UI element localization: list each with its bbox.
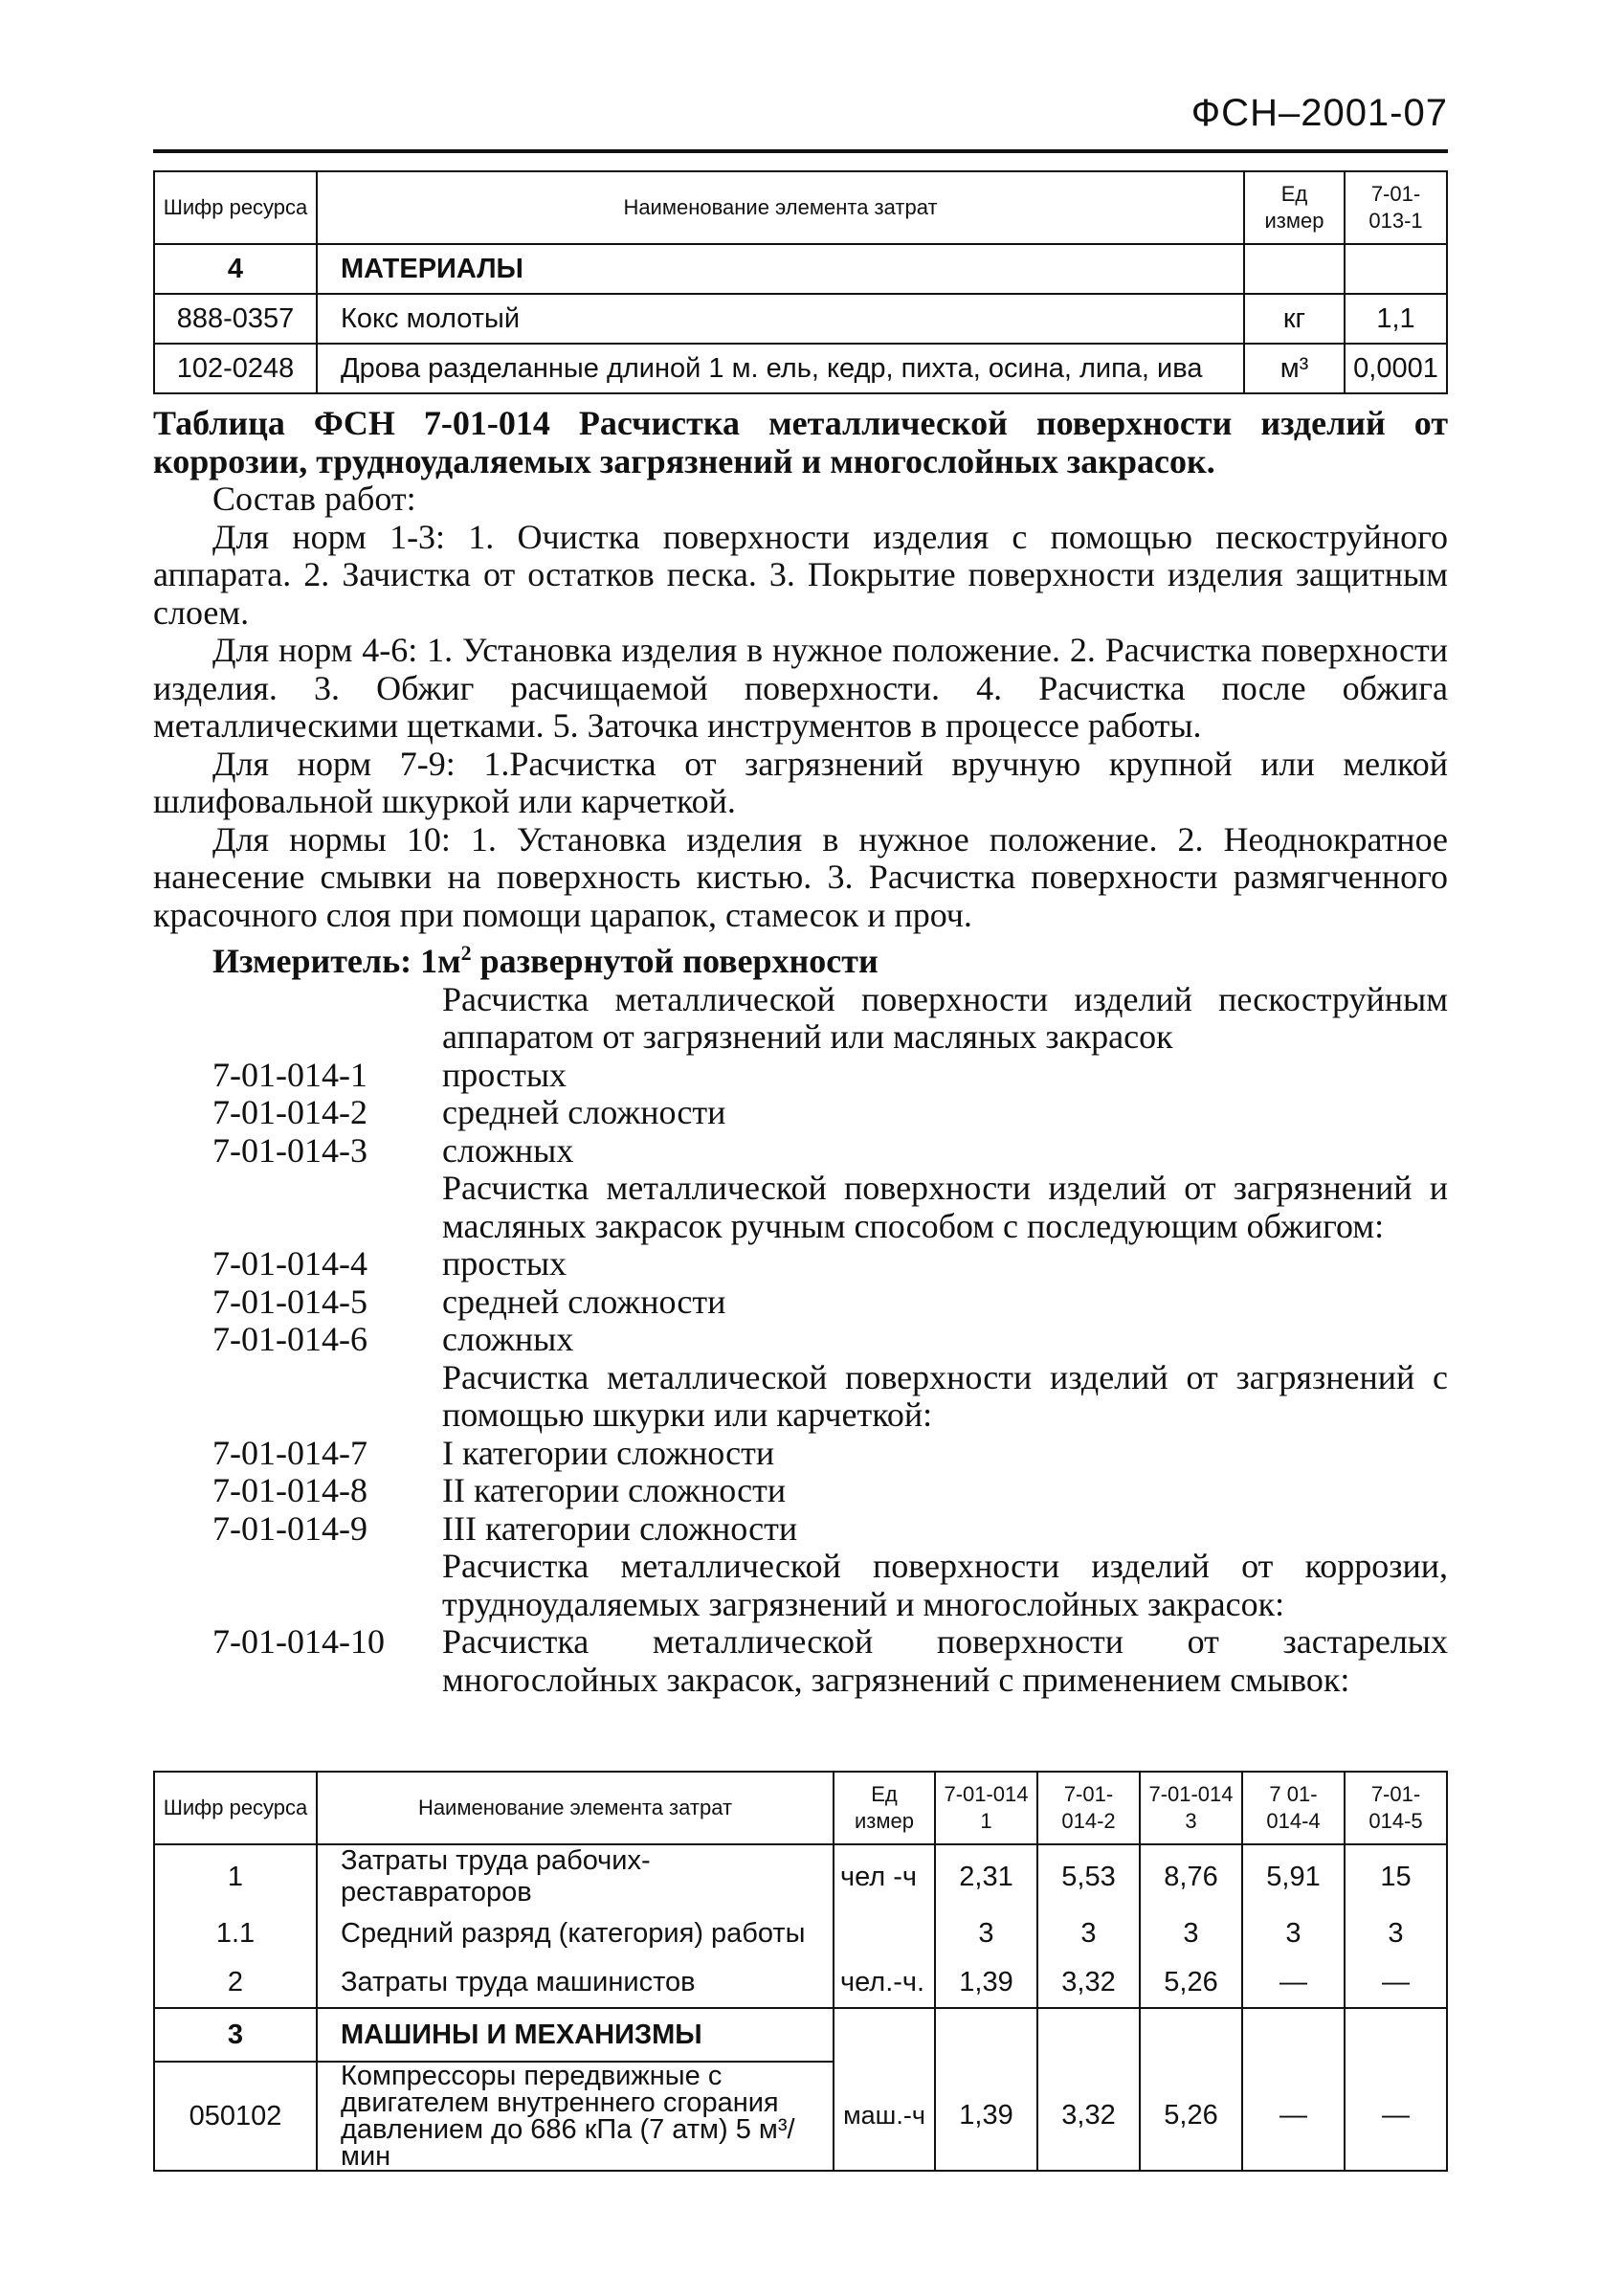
norm-item <box>153 1283 1448 1322</box>
norm-group-heading: Расчистка металлической поверхности изделий от загрязнений с помощью шкурки или карчеткой: <box>442 1357 1448 1434</box>
resource-value: 1,39 <box>935 2062 1037 2171</box>
resource-value: — <box>1242 2062 1345 2171</box>
empty-cell <box>1242 2008 1345 2062</box>
section-name: МАТЕРИАЛЫ <box>317 244 1244 294</box>
resource-code: 888-0357 <box>154 294 317 344</box>
norm-code: 7-01-014-6 <box>212 1320 367 1358</box>
norm-code: 7-01-014-9 <box>212 1508 367 1548</box>
resource-unit: маш.-ч <box>834 2062 935 2171</box>
norm-item <box>153 1510 1448 1549</box>
col-header-code: Шифр ресурса <box>154 1772 317 1844</box>
norm-code: 7-01-014-10 <box>212 1622 385 1661</box>
table-label: Таблица ФСН 7-01-014 <box>153 404 550 442</box>
col-header-norm: 7-01-014-2 <box>1037 1772 1140 1844</box>
empty-cell <box>1140 2008 1242 2062</box>
resource-code: 1 <box>154 1844 317 1908</box>
empty-cell <box>935 2008 1037 2062</box>
col-header-norm: 7-01-014 3 <box>1140 1772 1242 1844</box>
resource-table-2 <box>153 1771 1448 2172</box>
resource-table-1 <box>153 170 1448 394</box>
resource-code: 102-0248 <box>154 344 317 393</box>
resource-value: 5,53 <box>1037 1844 1140 1908</box>
norm-group-heading: Расчистка металлической поверхности изделий пескоструйным аппаратом от загрязнений или масляных закрасок <box>442 979 1448 1056</box>
resource-value: 5,26 <box>1140 1958 1242 2008</box>
resource-value: 3,32 <box>1037 2062 1140 2171</box>
resource-unit: чел -ч <box>834 1844 935 1908</box>
norm-item <box>153 1132 1448 1171</box>
resource-unit: кг <box>1244 294 1345 344</box>
resource-value: 3 <box>1242 1908 1345 1958</box>
empty-cell <box>1345 244 1447 294</box>
norm-code: 7-01-014-4 <box>212 1244 367 1283</box>
norm-text: средней сложности <box>442 1093 726 1131</box>
document-code: ФСН–2001-07 <box>1190 92 1448 134</box>
resource-unit <box>834 1908 935 1958</box>
resource-value: — <box>1242 1958 1345 2008</box>
empty-cell <box>834 2008 935 2062</box>
col-header-norm: 7-01-014 1 <box>935 1772 1037 1844</box>
body-text <box>153 405 1448 1699</box>
resource-value: 0,0001 <box>1345 344 1447 393</box>
col-header-norm: 7-01-014-5 <box>1345 1772 1447 1844</box>
table-title-line-1 <box>153 405 1448 443</box>
resource-value: 3 <box>1140 1908 1242 1958</box>
col-header-name: Наименование элемента затрат <box>317 171 1244 244</box>
resource-value: 3 <box>1037 1908 1140 1958</box>
norm-group-heading: Расчистка металлической поверхности изделий от коррозии, трудноудаляемых загрязнений и многослойных закрасок: <box>442 1547 1448 1623</box>
norm-text: III категории сложности <box>442 1508 798 1548</box>
table-name-part-1: Расчистка металлической поверхности изделий от <box>578 404 1449 442</box>
resource-value: 3 <box>935 1908 1037 1958</box>
col-header-unit: Ед измер <box>1244 171 1345 244</box>
resource-value: 15 <box>1345 1844 1447 1908</box>
norm-code: 7-01-014-1 <box>212 1055 367 1094</box>
table-row <box>154 344 1447 393</box>
resource-name: Кокс молотый <box>317 294 1244 344</box>
resource-code: 1.1 <box>154 1908 317 1958</box>
norm-text: средней сложности <box>442 1282 726 1321</box>
work-paragraph: Для норм 7-9: 1.Расчистка от загрязнений вручную крупной или мелкой шлифовальной шкуркой или карчеткой. <box>153 744 1448 820</box>
empty-cell <box>1037 2008 1140 2062</box>
table-title-line-2: коррозии, трудноудаляемых загрязнений и многослойных закрасок. <box>153 441 1215 480</box>
table1-header-row <box>154 171 1447 244</box>
resource-value: — <box>1345 1958 1447 2008</box>
norm-text: Расчистка металлической поверхности от застарелых многослойных закрасок, загрязнений с применением смывок: <box>442 1622 1448 1699</box>
resource-value: 8,76 <box>1140 1844 1242 1908</box>
col-header-code: Шифр ресурса <box>154 171 317 244</box>
resource-value: 3 <box>1345 1908 1447 1958</box>
norm-item <box>153 1057 1448 1095</box>
resource-name: Средний разряд (категория) работы <box>317 1908 834 1958</box>
empty-cell <box>1345 2008 1447 2062</box>
section-code: 4 <box>154 244 317 294</box>
resource-value: — <box>1345 2062 1447 2171</box>
table-row <box>154 1844 1447 1908</box>
norm-item <box>153 1094 1448 1132</box>
resource-code: 2 <box>154 1958 317 2008</box>
resource-unit: чел.-ч. <box>834 1958 935 2008</box>
col-header-norm: 7-01-013-1 <box>1345 171 1447 244</box>
table-row <box>154 294 1447 344</box>
norm-code: 7-01-014-3 <box>212 1130 367 1170</box>
table-row <box>154 1908 1447 1958</box>
norm-code: 7-01-014-5 <box>212 1282 367 1321</box>
table-row <box>154 2062 1447 2171</box>
norm-item <box>153 1472 1448 1510</box>
norm-code: 7-01-014-8 <box>212 1471 367 1509</box>
norm-code: 7-01-014-2 <box>212 1093 367 1131</box>
norm-item <box>153 1321 1448 1359</box>
norm-text: простых <box>442 1055 567 1094</box>
measure-unit: Измеритель: $1м^2$ развернутой поверхности <box>212 941 879 980</box>
norm-text: II категории сложности <box>442 1471 787 1509</box>
norm-text: сложных <box>442 1130 574 1170</box>
resource-value: 5,91 <box>1242 1844 1345 1908</box>
table2-section-row <box>154 2008 1447 2062</box>
resource-name: Компрессоры передвижные с двигателем внутреннего сгорания давлением до 686 кПа (7 атм) 5 м³/мин <box>317 2062 834 2171</box>
resource-unit: м³ <box>1244 344 1345 393</box>
work-paragraph: Для норм 4-6: 1. Установка изделия в нужное положение. 2. Расчистка поверхности изделия. 3. Обжиг расчищаемой поверхности. 4. Расчистка после обжига металлическими щетками. 5. Заточка инструментов в процессе работы. <box>153 631 1448 745</box>
col-header-norm: 7 01-014-4 <box>1242 1772 1345 1844</box>
table-row <box>154 1958 1447 2008</box>
col-header-name: Наименование элемента затрат <box>317 1772 834 1844</box>
resource-name: Дрова разделанные длиной 1 м. ель, кедр, пихта, осина, липа, ива <box>317 344 1244 393</box>
resource-name: Затраты труда рабочих-реставраторов <box>317 1844 834 1908</box>
resource-name: Затраты труда машинистов <box>317 1958 834 2008</box>
work-composition-heading: Состав работ: <box>212 480 416 518</box>
empty-cell <box>1244 244 1345 294</box>
resource-value: 3,32 <box>1037 1958 1140 2008</box>
norm-item <box>153 1623 1448 1699</box>
norm-item <box>153 1245 1448 1283</box>
norm-text: I категории сложности <box>442 1433 775 1472</box>
resource-value: 2,31 <box>935 1844 1037 1908</box>
work-paragraph: Для норм 1-3: 1. Очистка поверхности изделия с помощью пескоструйного аппарата. 2. Зачистка от остатков песка. 3. Покрытие поверхности изделия защитным слоем. <box>153 517 1448 632</box>
resource-value: 5,26 <box>1140 2062 1242 2171</box>
table2-header-row <box>154 1772 1447 1844</box>
section-name: МАШИНЫ И МЕХАНИЗМЫ <box>317 2008 834 2062</box>
resource-code: 050102 <box>154 2062 317 2171</box>
resource-value: 1,1 <box>1345 294 1447 344</box>
header-rule <box>153 149 1448 153</box>
norm-group-heading: Расчистка металлической поверхности изделий от загрязнений и масляных закрасок ручным способом с последующим обжигом: <box>442 1169 1448 1245</box>
resource-value: 1,39 <box>935 1958 1037 2008</box>
norm-text: простых <box>442 1244 567 1283</box>
norm-item <box>153 1435 1448 1473</box>
table1-section-row <box>154 244 1447 294</box>
work-paragraph: Для нормы 10: 1. Установка изделия в нужное положение. 2. Неоднократное нанесение смывки на поверхность кистью. 3. Расчистка поверхности размягченного красочного слоя при помощи царапок, стамесок и проч. <box>153 819 1448 934</box>
section-code: 3 <box>154 2008 317 2062</box>
norm-text: сложных <box>442 1320 574 1358</box>
col-header-unit: Ед измер <box>834 1772 935 1844</box>
norm-code: 7-01-014-7 <box>212 1433 367 1472</box>
